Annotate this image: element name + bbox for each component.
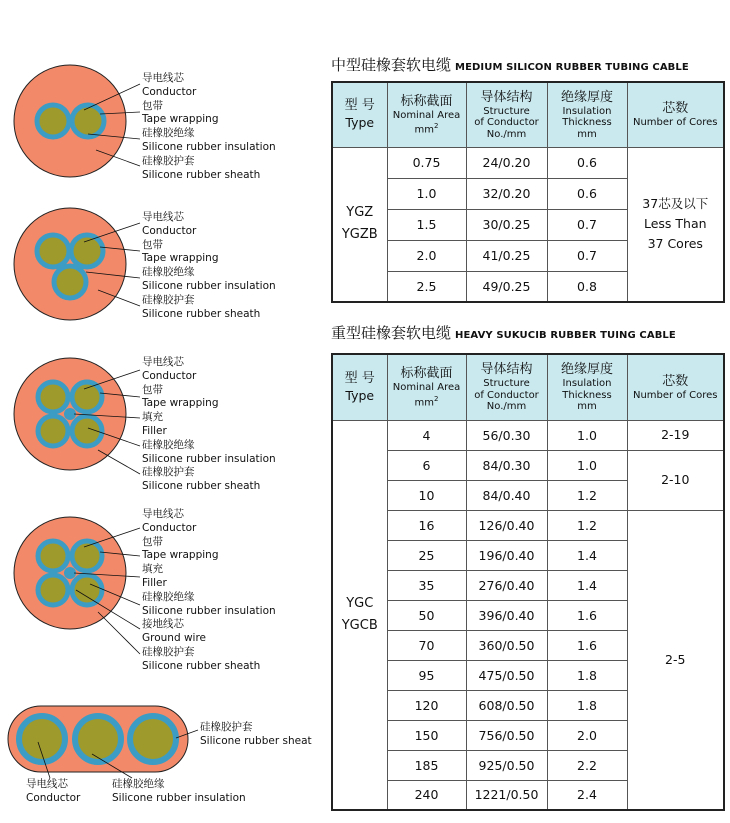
header-thickness: 绝缘厚度 Insulation Thickness mm [547,82,627,147]
area-cell: 25 [387,540,466,570]
area-cell: 35 [387,570,466,600]
area-cell: 6 [387,450,466,480]
header-area: 标称截面 Nominal Area $mm^2$ [387,82,466,147]
area-cell: 185 [387,750,466,780]
table-row [332,450,724,480]
sheath-label-cn: 硅橡胶护套 [142,154,195,167]
filler-label-cn: 填充 [142,411,163,424]
insulation-label-en: Silicone rubber insulation [142,604,276,617]
area-cell: 4 [387,420,466,450]
thickness-cell: 1.0 [547,420,627,450]
medium-title-cn: 中型硅橡套软电缆 [331,56,452,74]
heavy-title-en: HEAVY SUKUCIB RUBBER TUING CABLE [455,330,676,341]
thickness-cell: 1.0 [547,450,627,480]
table-header-row [332,354,724,420]
sheath-label-en: Silicone rubber sheat [200,734,312,747]
diagram-three-core [0,200,320,330]
header-area: 标称截面 Nominal Area $mm^2$ [387,354,466,420]
insulation-label-en: Silicone rubber insulation [142,140,276,153]
insulation-label-cn: 硅橡胶绝缘 [142,127,195,140]
area-cell: 1.5 [387,209,466,240]
thickness-cell: 2.2 [547,750,627,780]
structure-cell: 276/0.40 [466,570,547,600]
insulation-label-cn: 硅橡胶绝缘 [142,590,195,603]
sheath-label-en: Silicone rubber sheath [142,168,261,181]
header-type: 型 号 Type [332,82,387,147]
structure-cell: 24/0.20 [466,147,547,178]
thickness-cell: 2.0 [547,720,627,750]
area-cell: 0.75 [387,147,466,178]
heavy-cores-cell-c: 2-5 [627,510,724,810]
medium-cores-cell: 37芯及以下 Less Than 37 Cores [627,147,724,302]
area-cell: 70 [387,630,466,660]
medium-cable-title [331,54,689,75]
filler-label-en: Filler [142,576,167,589]
thickness-cell: 1.4 [547,540,627,570]
area-cell: 2.0 [387,240,466,271]
structure-cell: 608/0.50 [466,690,547,720]
thickness-cell: 0.7 [547,209,627,240]
thickness-cell: 1.2 [547,510,627,540]
ground-label-cn: 接地线芯 [142,618,184,631]
structure-cell: 30/0.25 [466,209,547,240]
insulation-label-cn: 硅橡胶绝缘 [112,778,165,790]
area-cell: 1.0 [387,178,466,209]
sheath-label-en: Silicone rubber sheath [142,480,261,493]
diagram-two-core [0,60,320,190]
heavy-title-cn: 重型硅橡套软电缆 [331,324,452,342]
structure-cell: 56/0.30 [466,420,547,450]
table-row [332,420,724,450]
thickness-cell: 0.8 [547,271,627,302]
thickness-cell: 1.8 [547,690,627,720]
thickness-cell: 1.6 [547,630,627,660]
tape-label-cn: 包带 [142,238,163,251]
area-cell: 95 [387,660,466,690]
conductor-label-en: Conductor [142,85,197,98]
area-cell: 120 [387,690,466,720]
filler-label-cn: 填充 [142,563,163,576]
header-thickness: 绝缘厚度 Insulation Thickness mm [547,354,627,420]
conductor-label-cn: 导电线芯 [142,356,184,368]
thickness-cell: 0.7 [547,240,627,271]
insulation-label-cn: 硅橡胶绝缘 [142,266,195,279]
area-cell: 10 [387,480,466,510]
tape-label-en: Tape wrapping [142,549,219,562]
conductor-label-cn: 导电线芯 [26,778,68,790]
heavy-type-cell: YGC YGCB [332,420,387,810]
area-cell: 50 [387,600,466,630]
thickness-cell: 1.2 [547,480,627,510]
thickness-cell: 0.6 [547,147,627,178]
medium-title-en: MEDIUM SILICON RUBBER TUBING CABLE [455,62,689,73]
insulation-label-en: Silicone rubber insulation [112,791,246,804]
area-cell: 240 [387,780,466,810]
conductor-label-en: Conductor [142,521,197,534]
sheath-label-en: Silicone rubber sheath [142,307,261,320]
sheath-label-en: Silicone rubber sheath [142,659,261,672]
structure-cell: 756/0.50 [466,720,547,750]
header-type: 型 号 Type [332,354,387,420]
conductor-label-en: Conductor [142,224,197,237]
ground-label-en: Ground wire [142,632,207,645]
structure-cell: 126/0.40 [466,510,547,540]
heavy-cable-title [331,322,676,343]
structure-cell: 475/0.50 [466,660,547,690]
sheath-label-cn: 硅橡胶护套 [200,721,253,733]
structure-cell: 196/0.40 [466,540,547,570]
structure-cell: 84/0.40 [466,480,547,510]
conductor-label-cn: 导电线芯 [142,211,184,223]
tape-label-cn: 包带 [142,99,163,112]
structure-cell: 1221/0.50 [466,780,547,810]
diagram-flat-cable [0,700,320,815]
area-cell: 150 [387,720,466,750]
area-cell: 16 [387,510,466,540]
structure-cell: 360/0.50 [466,630,547,660]
sheath-label-cn: 硅橡胶护套 [142,645,195,658]
conductor-label-cn: 导电线芯 [142,508,184,520]
insulation-label-en: Silicone rubber insulation [142,279,276,292]
tape-label-en: Tape wrapping [142,397,219,410]
table-header-row [332,82,724,147]
header-cores: 芯数 Number of Cores [627,82,724,147]
sheath-label-cn: 硅橡胶护套 [142,466,195,479]
structure-cell: 49/0.25 [466,271,547,302]
table-row [332,510,724,540]
thickness-cell: 1.6 [547,600,627,630]
heavy-cores-cell-a: 2-19 [627,420,724,450]
diagram-four-core-ground [0,504,320,684]
structure-cell: 396/0.40 [466,600,547,630]
insulation-label-en: Silicone rubber insulation [142,452,276,465]
thickness-cell: 2.4 [547,780,627,810]
heavy-spec-table [331,353,725,811]
tape-label-en: Tape wrapping [142,252,219,265]
medium-type-cell: YGZ YGZB [332,147,387,302]
structure-cell: 41/0.25 [466,240,547,271]
structure-cell: 84/0.30 [466,450,547,480]
filler-label-en: Filler [142,424,167,437]
conductor-label-en: Conductor [142,369,197,382]
header-cores: 芯数 Number of Cores [627,354,724,420]
thickness-cell: 1.4 [547,570,627,600]
conductor-label-en: Conductor [26,791,81,804]
insulation-label-cn: 硅橡胶绝缘 [142,438,195,451]
structure-cell: 32/0.20 [466,178,547,209]
header-structure: 导体结构 Structure of Conductor No./mm [466,354,547,420]
tape-label-cn: 包带 [142,535,163,548]
thickness-cell: 0.6 [547,178,627,209]
area-cell: 2.5 [387,271,466,302]
table-row [332,147,724,178]
diagram-four-core [0,348,320,498]
tape-label-en: Tape wrapping [142,113,219,126]
thickness-cell: 1.8 [547,660,627,690]
header-structure: 导体结构 Structure of Conductor No./mm [466,82,547,147]
medium-spec-table [331,81,725,303]
sheath-label-cn: 硅橡胶护套 [142,293,195,306]
tape-label-cn: 包带 [142,383,163,396]
structure-cell: 925/0.50 [466,750,547,780]
heavy-cores-cell-b: 2-10 [627,450,724,510]
conductor-label-cn: 导电线芯 [142,72,184,84]
